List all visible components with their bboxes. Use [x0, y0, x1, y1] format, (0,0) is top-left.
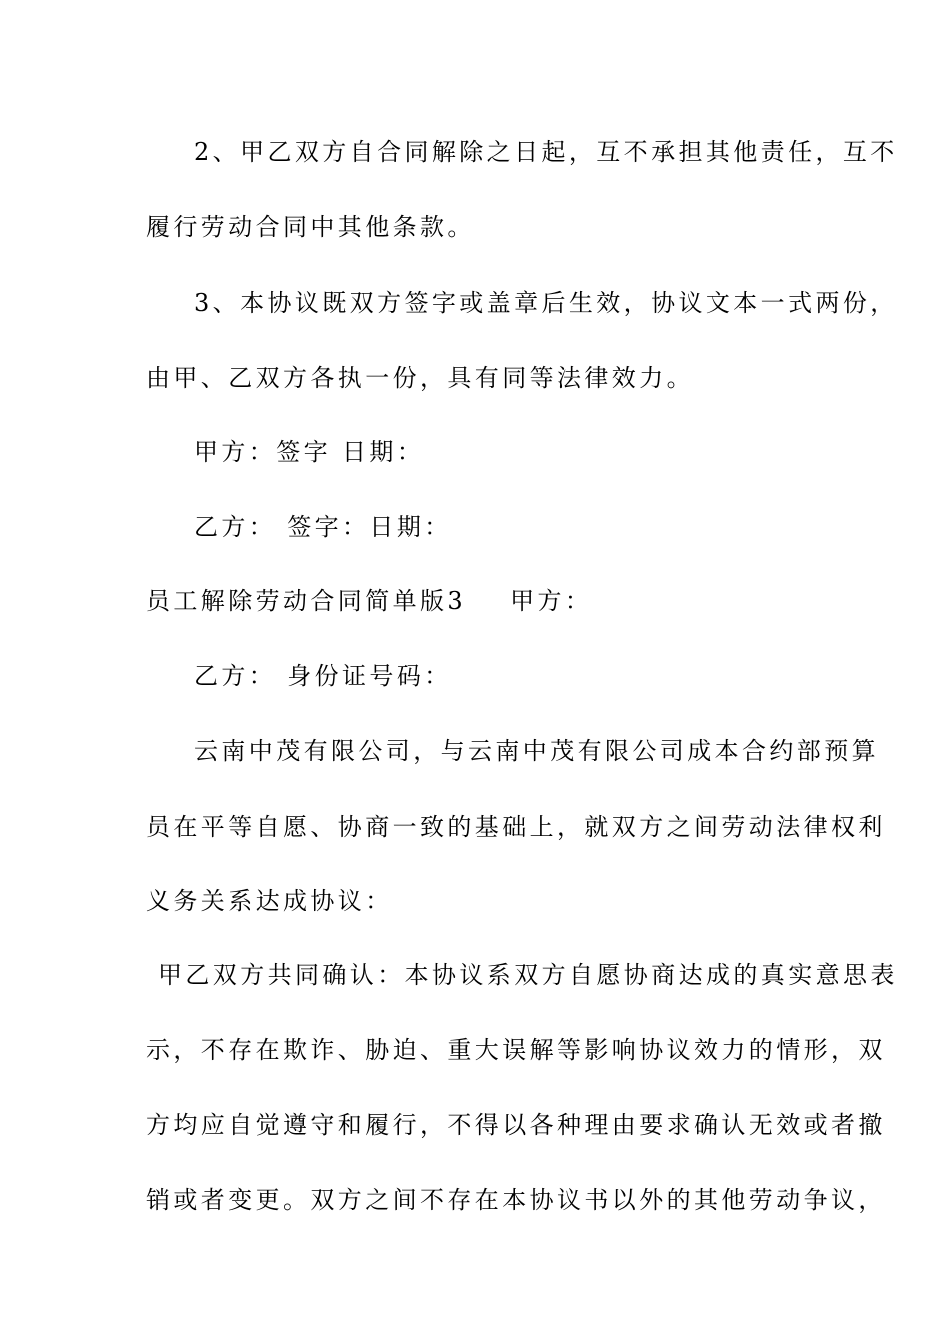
- confirmation-line-2: 示，不存在欺诈、胁迫、重大误解等影响协议效力的情形，双: [146, 1036, 886, 1064]
- party-b-signature-line: 乙方： 签字：日期：: [194, 513, 452, 541]
- confirmation-line-1: 甲乙双方共同确认：本协议系双方自愿协商达成的真实意思表: [158, 961, 898, 989]
- intro-line-2: 员在平等自愿、协商一致的基础上，就双方之间劳动法律权利: [146, 813, 886, 841]
- party-a-signature-line: 甲方：签字 日期：: [194, 438, 425, 466]
- intro-line-3: 义务关系达成协议：: [146, 887, 393, 915]
- clause-2-line-2: 履行劳动合同中其他条款。: [146, 213, 475, 241]
- party-a-label: 甲方：: [510, 587, 593, 615]
- document-title-line: [146, 586, 806, 616]
- intro-line-1: 云南中茂有限公司，与云南中茂有限公司成本合约部预算: [194, 737, 879, 765]
- confirmation-line-3: 方均应自觉遵守和履行，不得以各种理由要求确认无效或者撤: [146, 1111, 886, 1139]
- clause-2-line-1: 2、甲乙双方自合同解除之日起，互不承担其他责任，互不: [194, 138, 898, 166]
- clause-3-line-1: 3、本协议既双方签字或盖章后生效，协议文本一式两份，: [194, 289, 898, 317]
- confirmation-line-4: 销或者变更。双方之间不存在本协议书以外的其他劳动争议，: [146, 1186, 886, 1214]
- document-title: 员工解除劳动合同简单版3: [146, 587, 467, 615]
- clause-3-line-2: 由甲、乙双方各执一份，具有同等法律效力。: [146, 364, 694, 392]
- party-b-id-line: 乙方： 身份证号码：: [194, 662, 452, 690]
